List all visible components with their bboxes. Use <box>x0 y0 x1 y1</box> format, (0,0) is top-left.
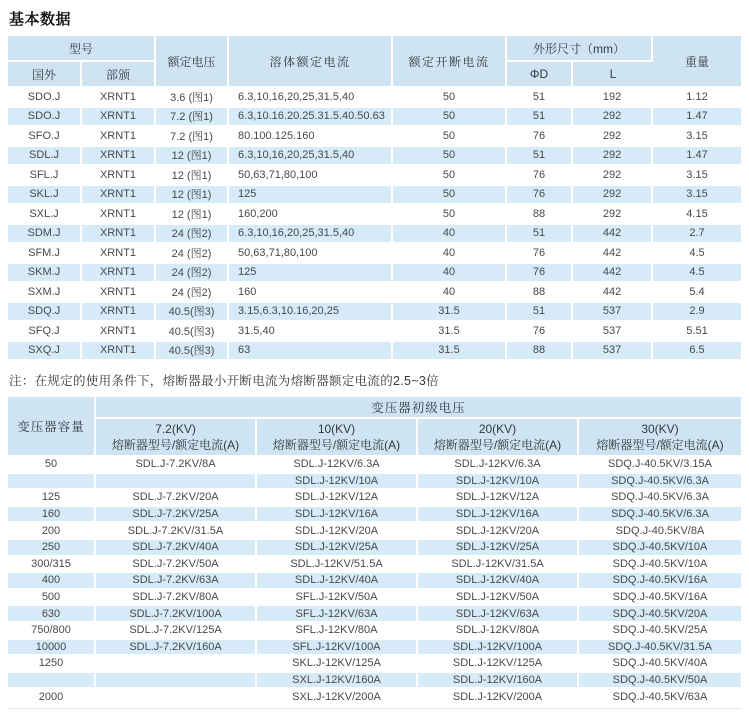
table-cell: SDL.J-12KV/25A <box>418 540 579 557</box>
table-cell: 630 <box>8 606 96 623</box>
table-cell: 40 <box>393 264 507 284</box>
table-cell: SDQ.J-40.5KV/8A <box>579 523 741 540</box>
table-cell: 160,200 <box>229 205 393 225</box>
table-cell: 2.9 <box>653 303 741 323</box>
table-row <box>8 507 741 524</box>
table-cell: SDQ.J <box>8 303 82 323</box>
header-dimensions: 外形尺寸（mm） <box>507 36 653 62</box>
table-row <box>8 590 741 607</box>
table-row <box>8 205 741 225</box>
table-cell: 12 (图1) <box>156 166 229 186</box>
table-cell: XRNT1 <box>82 322 156 342</box>
table-cell: SDL.J-12KV/6.3A <box>418 457 579 474</box>
table-cell: 88 <box>507 342 573 362</box>
header-rated-voltage: 额定电压 <box>156 36 229 88</box>
table-cell: SDL.J-12KV/51.5A <box>257 557 418 574</box>
table-cell: SFL.J-12KV/63A <box>257 606 418 623</box>
table-cell: 7.2 (图1) <box>156 108 229 128</box>
table-cell: 31.5 <box>393 303 507 323</box>
header-col-10kv <box>257 419 418 457</box>
table-cell: SDL.J-12KV/16A <box>418 507 579 524</box>
table-cell: 4.5 <box>653 264 741 284</box>
table-cell: 442 <box>573 225 653 245</box>
voltage-label: 30(KV) <box>641 422 679 436</box>
table-cell: 76 <box>507 244 573 264</box>
table-cell <box>8 474 96 491</box>
table-cell: 50,63,71,80,100 <box>229 244 393 264</box>
table-cell: 50 <box>393 166 507 186</box>
table-cell: SFL.J-12KV/50A <box>257 590 418 607</box>
header-melt-rated-current: 溶体额定电流 <box>229 36 393 88</box>
table-row <box>8 623 741 640</box>
header-model-ministry: 部颁 <box>82 62 156 88</box>
table-cell: 2000 <box>8 689 96 706</box>
table-cell: 50 <box>393 147 507 167</box>
table-cell <box>96 656 257 673</box>
header-model-foreign: 国外 <box>8 62 82 88</box>
table-cell: 63 <box>229 342 393 362</box>
table-cell: SDQ.J-40.5KV/10A <box>579 557 741 574</box>
table-cell: 442 <box>573 283 653 303</box>
table-cell: 442 <box>573 264 653 284</box>
table-cell: 40.5(图3) <box>156 303 229 323</box>
table-row <box>8 490 741 507</box>
table-cell: XRNT1 <box>82 147 156 167</box>
table-cell: SDL.J-7.2KV/160A <box>96 640 257 657</box>
table-row <box>8 264 741 284</box>
table-cell: XRNT1 <box>82 205 156 225</box>
table-cell: 50 <box>393 205 507 225</box>
table-cell: SDQ.J-40.5KV/40A <box>579 656 741 673</box>
table-row <box>8 557 741 574</box>
table-cell: SDQ.J-40.5KV/25A <box>579 623 741 640</box>
table-cell: 200 <box>8 523 96 540</box>
table-cell: XRNT1 <box>82 127 156 147</box>
basic-table-header <box>8 36 741 88</box>
table-cell: 50 <box>393 108 507 128</box>
table-cell: SDM.J <box>8 225 82 245</box>
fuse-model-label: 熔断器型号/额定电流(A) <box>433 438 562 452</box>
table-cell: SDL.J-7.2KV/63A <box>96 573 257 590</box>
page-title: 基本数据 <box>9 11 72 28</box>
table-cell: 51 <box>507 147 573 167</box>
table-cell: 3.15 <box>653 127 741 147</box>
table-cell: 7.2 (图1) <box>156 127 229 147</box>
table-cell: 1.12 <box>653 88 741 108</box>
table-cell: 51 <box>507 225 573 245</box>
table-cell: SDL.J-12KV/6.3A <box>257 457 418 474</box>
table-cell: SDL.J-12KV/40A <box>257 573 418 590</box>
table-cell: SDQ.J-40.5KV/63A <box>579 689 741 706</box>
table-cell: 292 <box>573 108 653 128</box>
table-cell: SDO.J <box>8 108 82 128</box>
table-cell: SDL.J-12KV/20A <box>418 523 579 540</box>
table-row <box>8 186 741 206</box>
table-cell: 12 (图1) <box>156 186 229 206</box>
table-row <box>8 573 741 590</box>
table-cell: XRNT1 <box>82 166 156 186</box>
table-cell: 6.5 <box>653 342 741 362</box>
table-cell: SDL.J-7.2KV/40A <box>96 540 257 557</box>
table-cell: 5.4 <box>653 283 741 303</box>
table-cell: 125 <box>229 264 393 284</box>
table-cell: SDQ.J-40.5KV/31.5A <box>579 640 741 657</box>
table-cell: 5.51 <box>653 322 741 342</box>
table-cell: 6.3,10,16,20,25,31.5,40 <box>229 225 393 245</box>
table-cell: XRNT1 <box>82 244 156 264</box>
table-cell: SFQ.J <box>8 322 82 342</box>
table-cell: 160 <box>8 507 96 524</box>
voltage-label: 20(KV) <box>478 422 517 436</box>
table-cell: SDL.J-12KV/16A <box>257 507 418 524</box>
basic-table-body <box>8 88 741 361</box>
table-cell: SDL.J-12KV/160A <box>418 673 579 690</box>
table-cell: 537 <box>573 342 653 362</box>
header-primary-voltage: 变压器初级电压 <box>96 397 741 419</box>
table-cell: SDQ.J-40.5KV/3.15A <box>579 457 741 474</box>
table-row <box>8 673 741 690</box>
table-cell: SDO.J <box>8 88 82 108</box>
table-cell: 250 <box>8 540 96 557</box>
fuse-model-label: 熔断器型号/额定电流(A) <box>272 438 401 452</box>
table-cell: SDL.J-12KV/20A <box>257 523 418 540</box>
table-cell: SXL.J-12KV/200A <box>257 689 418 706</box>
table-row <box>8 640 741 657</box>
table-row <box>8 127 741 147</box>
table-cell: 4.15 <box>653 205 741 225</box>
table-cell: 31.5 <box>393 322 507 342</box>
table-cell: 300/315 <box>8 557 96 574</box>
table-row <box>8 303 741 323</box>
table-cell: 125 <box>8 490 96 507</box>
header-rated-breaking-current: 额定开断电流 <box>393 36 507 88</box>
table-cell: SDL.J-12KV/63A <box>418 606 579 623</box>
table-cell <box>96 689 257 706</box>
table-cell: 292 <box>573 205 653 225</box>
table-cell <box>8 673 96 690</box>
table-cell: SDQ.J-40.5KV/16A <box>579 590 741 607</box>
table-cell: SDQ.J-40.5KV/6.3A <box>579 507 741 524</box>
table-cell: SDL.J-12KV/100A <box>418 640 579 657</box>
table-row <box>8 225 741 245</box>
table-row <box>8 689 741 706</box>
table-cell: SDL.J-12KV/31.5A <box>418 557 579 574</box>
table-cell: SDQ.J-40.5KV/16A <box>579 573 741 590</box>
table-cell: SFL.J <box>8 166 82 186</box>
basic-data-table <box>8 36 741 361</box>
table-cell: SXM.J <box>8 283 82 303</box>
table-cell: 50 <box>393 127 507 147</box>
table-cell: 76 <box>507 127 573 147</box>
fuse-selection-table <box>8 397 741 706</box>
table-cell: SXL.J <box>8 205 82 225</box>
table-cell: 6.3,10,16,20,25,31.5,40 <box>229 147 393 167</box>
table-cell: XRNT1 <box>82 342 156 362</box>
header-col-7-2kv <box>96 419 257 457</box>
table-cell: SFL.J-12KV/100A <box>257 640 418 657</box>
table-row <box>8 88 741 108</box>
table-cell <box>96 474 257 491</box>
table-cell: XRNT1 <box>82 88 156 108</box>
table-cell: 40 <box>393 244 507 264</box>
table-cell: 442 <box>573 244 653 264</box>
selection-table-body <box>8 457 741 706</box>
table-cell: 50 <box>393 88 507 108</box>
table-cell: 1250 <box>8 656 96 673</box>
table-cell: 2.7 <box>653 225 741 245</box>
table-cell: 292 <box>573 147 653 167</box>
table-cell: SDL.J-12KV/125A <box>418 656 579 673</box>
table-cell: 1.47 <box>653 108 741 128</box>
table-cell: SKL.J-12KV/125A <box>257 656 418 673</box>
table-cell: 40.5(图3) <box>156 342 229 362</box>
table-cell: SDL.J-12KV/200A <box>418 689 579 706</box>
table-cell: SDL.J-12KV/10A <box>418 474 579 491</box>
table-cell: SDL.J-12KV/12A <box>257 490 418 507</box>
table-cell: 31.5 <box>393 342 507 362</box>
table-cell: 537 <box>573 303 653 323</box>
header-weight: 重量 <box>653 36 741 88</box>
table-cell: 160 <box>229 283 393 303</box>
table-cell: SFO.J <box>8 127 82 147</box>
table-cell: 3.15 <box>653 166 741 186</box>
table-cell: SDL.J-7.2KV/25A <box>96 507 257 524</box>
table-cell: SFL.J-12KV/80A <box>257 623 418 640</box>
header-model: 型号 <box>8 36 156 62</box>
table-cell: 12 (图1) <box>156 205 229 225</box>
table-cell: 10000 <box>8 640 96 657</box>
table-cell: 51 <box>507 108 573 128</box>
header-col-30kv <box>579 419 741 457</box>
table-cell: 12 (图1) <box>156 147 229 167</box>
header-transformer-capacity: 变压器容量 <box>8 397 96 457</box>
table-cell: SDL.J-12KV/25A <box>257 540 418 557</box>
table-cell: 51 <box>507 303 573 323</box>
table-cell: 76 <box>507 322 573 342</box>
table-cell: SDQ.J-40.5KV/20A <box>579 606 741 623</box>
table-row <box>8 283 741 303</box>
fuse-model-label: 熔断器型号/额定电流(A) <box>111 438 240 452</box>
table-cell: 50 <box>8 457 96 474</box>
table-cell: 6.3,10.16.20.25.31.5.40.50.63 <box>229 108 393 128</box>
table-cell: 24 (图2) <box>156 244 229 264</box>
table-cell: SFM.J <box>8 244 82 264</box>
table-cell: 750/800 <box>8 623 96 640</box>
table-cell: 125 <box>229 186 393 206</box>
table-cell: SDL.J-12KV/80A <box>418 623 579 640</box>
table-cell: XRNT1 <box>82 283 156 303</box>
table-cell: 3.15 <box>653 186 741 206</box>
table-cell: 24 (图2) <box>156 225 229 245</box>
voltage-label: 10(KV) <box>317 422 356 436</box>
table-cell: 24 (图2) <box>156 283 229 303</box>
table-row <box>8 108 741 128</box>
table-cell: 76 <box>507 166 573 186</box>
table-cell: 3.15,6.3,10.16,20,25 <box>229 303 393 323</box>
table-cell: SDL.J-7.2KV/20A <box>96 490 257 507</box>
voltage-label: 7.2(KV) <box>155 422 196 436</box>
table-cell: 537 <box>573 322 653 342</box>
table-cell: SXL.J-12KV/160A <box>257 673 418 690</box>
table-cell: XRNT1 <box>82 303 156 323</box>
table-cell: SDL.J-12KV/40A <box>418 573 579 590</box>
table-cell: 50 <box>393 186 507 206</box>
table-cell: XRNT1 <box>82 186 156 206</box>
selection-table-header <box>8 397 741 457</box>
table-cell: SKM.J <box>8 264 82 284</box>
table-row <box>8 244 741 264</box>
table-cell: SDL.J-12KV/10A <box>257 474 418 491</box>
table-cell: SDL.J-12KV/50A <box>418 590 579 607</box>
table-row <box>8 606 741 623</box>
table-cell: SDQ.J-40.5KV/6.3A <box>579 490 741 507</box>
table-row <box>8 342 741 362</box>
table-cell: 24 (图2) <box>156 264 229 284</box>
table-cell: SXQ.J <box>8 342 82 362</box>
table-cell: 80.100.125.160 <box>229 127 393 147</box>
table-cell: XRNT1 <box>82 225 156 245</box>
fuse-model-label: 熔断器型号/额定电流(A) <box>596 438 724 452</box>
header-col-20kv <box>418 419 579 457</box>
table-row <box>8 322 741 342</box>
table-cell <box>96 673 257 690</box>
table-cell: 88 <box>507 283 573 303</box>
table-cell: 51 <box>507 88 573 108</box>
table-cell: 1.47 <box>653 147 741 167</box>
table-cell: SDL.J-7.2KV/80A <box>96 590 257 607</box>
table-cell: SDL.J-7.2KV/100A <box>96 606 257 623</box>
usage-note: 注：在规定的使用条件下，熔断器最小开断电流为熔断器额定电流的2.5~3倍 <box>9 374 439 388</box>
table-cell: SDL.J-7.2KV/31.5A <box>96 523 257 540</box>
table-cell: SDQ.J-40.5KV/10A <box>579 540 741 557</box>
table-cell: 292 <box>573 186 653 206</box>
table-cell: 40 <box>393 225 507 245</box>
table-cell: SDL.J-7.2KV/125A <box>96 623 257 640</box>
table-cell: SDL.J <box>8 147 82 167</box>
table-cell: XRNT1 <box>82 108 156 128</box>
table-row <box>8 147 741 167</box>
table-cell: 50,63,71,80,100 <box>229 166 393 186</box>
table-cell: 76 <box>507 264 573 284</box>
table-cell: SKL.J <box>8 186 82 206</box>
table-cell: SDQ.J-40.5KV/50A <box>579 673 741 690</box>
table-cell: SDL.J-12KV/12A <box>418 490 579 507</box>
table-cell: 4.5 <box>653 244 741 264</box>
table-cell: 3.6 (图1) <box>156 88 229 108</box>
table-cell: 40.5(图3) <box>156 322 229 342</box>
table-cell: XRNT1 <box>82 264 156 284</box>
table-cell: 76 <box>507 186 573 206</box>
table-cell: 192 <box>573 88 653 108</box>
table-cell: 40 <box>393 283 507 303</box>
table-cell: 292 <box>573 166 653 186</box>
table-cell: 292 <box>573 127 653 147</box>
table-row <box>8 656 741 673</box>
table-cell: SDQ.J-40.5KV/6.3A <box>579 474 741 491</box>
header-dim-l: L <box>573 62 653 88</box>
table-row <box>8 540 741 557</box>
table-row <box>8 166 741 186</box>
table-cell: 400 <box>8 573 96 590</box>
table-cell: 31.5,40 <box>229 322 393 342</box>
table-cell: 6.3,10,16,20,25,31.5,40 <box>229 88 393 108</box>
table-cell: 88 <box>507 205 573 225</box>
header-dim-d: ΦD <box>507 62 573 88</box>
table-row <box>8 457 741 474</box>
table-cell: SDL.J-7.2KV/8A <box>96 457 257 474</box>
table-cell: 500 <box>8 590 96 607</box>
table-row <box>8 523 741 540</box>
table-row <box>8 474 741 491</box>
bottom-divider <box>8 708 741 709</box>
table-cell: SDL.J-7.2KV/50A <box>96 557 257 574</box>
